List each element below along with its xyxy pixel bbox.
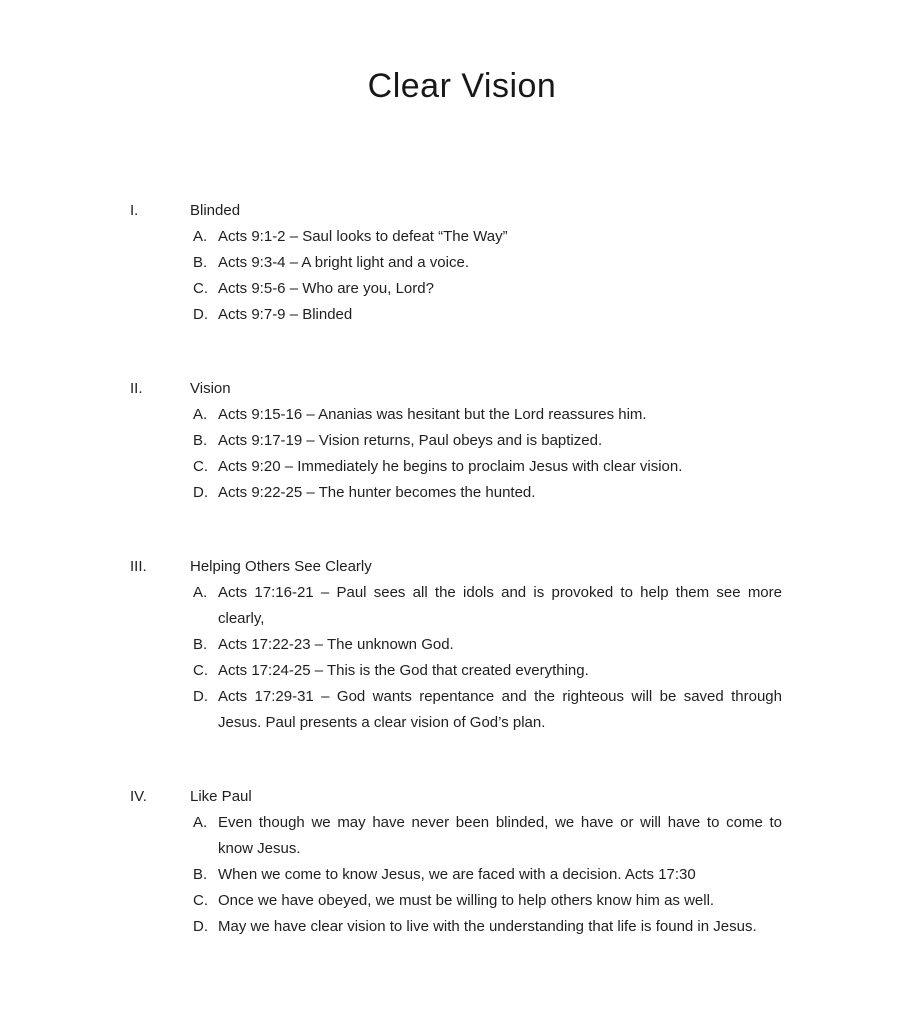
outline-item [0, 480, 924, 506]
item-letter: B. [193, 254, 208, 271]
section-heading [0, 784, 924, 810]
item-text: When we come to know Jesus, we are faced with a decision. Acts 17:30 [218, 866, 696, 883]
section-title: Like Paul [190, 788, 252, 805]
outline-section-3 [0, 554, 924, 736]
item-text: Acts 9:15-16 – Ananias was hesitant but the Lord reassures him. [218, 406, 647, 423]
section-numeral: I. [130, 202, 139, 219]
outline-item [0, 658, 924, 684]
item-letter: D. [193, 688, 208, 705]
outline-item [0, 684, 924, 736]
item-letter: A. [193, 584, 208, 601]
item-letter: C. [193, 280, 208, 297]
outline-item [0, 302, 924, 328]
outline-item [0, 276, 924, 302]
item-text: Even though we may have never been blinded, we have or will have to come to know Jesus. [218, 814, 782, 857]
section-title: Helping Others See Clearly [190, 558, 372, 575]
item-text: Acts 17:16-21 – Paul sees all the idols and is provoked to help them see more clearly, [218, 584, 782, 627]
outline-item [0, 454, 924, 480]
section-heading [0, 554, 924, 580]
outline [0, 198, 924, 940]
outline-item [0, 224, 924, 250]
item-letter: B. [193, 432, 208, 449]
outline-item [0, 632, 924, 658]
item-letter: C. [193, 662, 208, 679]
outline-item [0, 810, 924, 862]
item-text: Acts 17:29-31 – God wants repentance and the righteous will be saved through Jesus. Paul presents a clear vision of God’s plan. [218, 688, 782, 731]
outline-item [0, 428, 924, 454]
item-letter: D. [193, 484, 208, 501]
item-letter: A. [193, 814, 208, 831]
item-text: Acts 9:1-2 – Saul looks to defeat “The Way” [218, 228, 508, 245]
outline-item [0, 250, 924, 276]
document-title: Clear Vision [367, 67, 557, 105]
item-text: Acts 9:3-4 – A bright light and a voice. [218, 254, 469, 271]
item-text: Acts 9:20 – Immediately he begins to proclaim Jesus with clear vision. [218, 458, 683, 475]
item-text: May we have clear vision to live with the understanding that life is found in Jesus. [218, 918, 757, 935]
item-letter: C. [193, 458, 208, 475]
item-letter: C. [193, 892, 208, 909]
section-title: Blinded [190, 202, 241, 219]
item-text: Acts 9:5-6 – Who are you, Lord? [218, 280, 434, 297]
item-text: Acts 9:7-9 – Blinded [218, 306, 353, 323]
item-letter: D. [193, 918, 208, 935]
section-numeral: II. [130, 380, 143, 397]
section-heading [0, 198, 924, 224]
item-text: Acts 17:22-23 – The unknown God. [218, 636, 454, 653]
item-text: Acts 9:17-19 – Vision returns, Paul obeys and is baptized. [218, 432, 603, 449]
outline-section-1 [0, 198, 924, 328]
section-numeral: IV. [130, 788, 147, 805]
item-letter: B. [193, 636, 208, 653]
item-letter: A. [193, 406, 208, 423]
item-letter: A. [193, 228, 208, 245]
item-letter: B. [193, 866, 208, 883]
outline-item [0, 580, 924, 632]
outline-section-4 [0, 784, 924, 940]
outline-item [0, 914, 924, 940]
section-title: Vision [190, 380, 231, 397]
section-numeral: III. [130, 558, 147, 575]
item-text: Acts 9:22-25 – The hunter becomes the hunted. [218, 484, 536, 501]
outline-item [0, 888, 924, 914]
item-text: Once we have obeyed, we must be willing to help others know him as well. [218, 892, 715, 909]
item-text: Acts 17:24-25 – This is the God that created everything. [218, 662, 589, 679]
outline-item [0, 862, 924, 888]
outline-section-2 [0, 376, 924, 506]
outline-item [0, 402, 924, 428]
section-heading [0, 376, 924, 402]
item-letter: D. [193, 306, 208, 323]
